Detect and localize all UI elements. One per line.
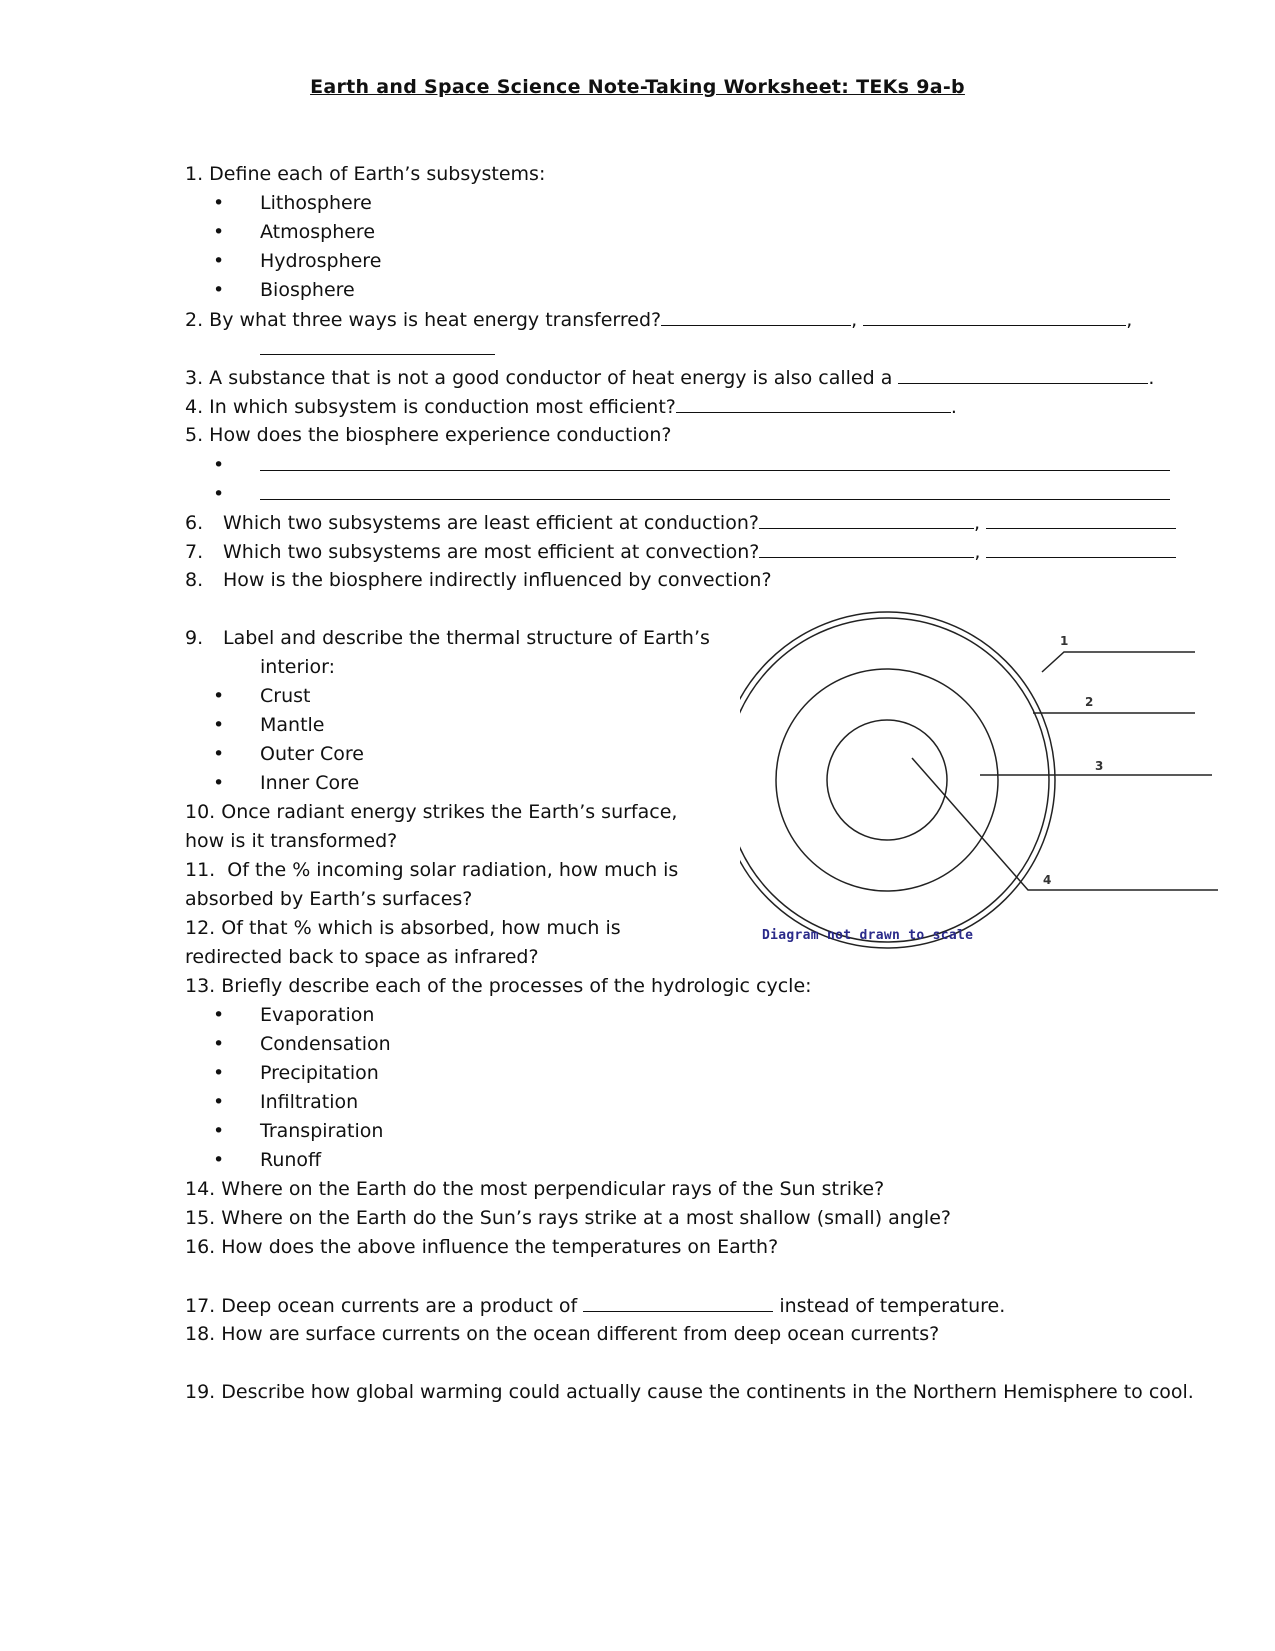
- list-item: [185, 479, 1245, 508]
- question-19: 19. Describe how global warming could actually cause the continents in the Northern Hemisphere to cool.: [185, 1381, 1194, 1403]
- question-8: 8. How is the biosphere indirectly influenced by convection?: [185, 569, 772, 591]
- answer-blank[interactable]: [759, 508, 974, 529]
- list-item: • Crust: [185, 682, 1245, 711]
- bullet-icon: •: [213, 454, 225, 476]
- diagram-label-2: 2: [1085, 695, 1094, 709]
- question-11-continued: absorbed by Earth’s surfaces?: [185, 888, 473, 910]
- leader-line-1: [1042, 652, 1195, 672]
- question-9: 9. Label and describe the thermal structure of Earth’s: [185, 627, 710, 649]
- list-item: • Outer Core: [185, 740, 1245, 769]
- bullet-icon: •: [213, 714, 225, 736]
- list-item: • Transpiration: [185, 1117, 1245, 1146]
- question-15: 15. Where on the Earth do the Sun’s rays strike at a most shallow (small) angle?: [185, 1207, 951, 1229]
- list-item: • Mantle: [185, 711, 1245, 740]
- question-4: 4. In which subsystem is conduction most efficient? .: [185, 392, 1245, 421]
- diagram-label-3: 3: [1095, 759, 1104, 773]
- list-item: • Inner Core: [185, 769, 1245, 798]
- question-14: 14. Where on the Earth do the most perpendicular rays of the Sun strike?: [185, 1178, 885, 1200]
- bullet-icon: •: [213, 192, 225, 214]
- bullet-icon: •: [213, 250, 225, 272]
- diagram-label-1: 1: [1060, 634, 1069, 648]
- question-11: 11. Of the % incoming solar radiation, how much is: [185, 859, 679, 881]
- list-item: • Precipitation: [185, 1059, 1245, 1088]
- bullet-icon: •: [213, 1091, 225, 1113]
- list-item: • Lithosphere: [185, 189, 1245, 218]
- crust-outer-circle: [740, 612, 1055, 948]
- question-10-continued: how is it transformed?: [185, 830, 398, 852]
- page-title: Earth and Space Science Note-Taking Worksheet: TEKs 9a-b: [310, 76, 965, 98]
- list-item: • Atmosphere: [185, 218, 1245, 247]
- bullet-icon: •: [213, 1033, 225, 1055]
- answer-blank[interactable]: [260, 450, 1170, 471]
- question-12: 12. Of that % which is absorbed, how much is: [185, 917, 621, 939]
- earth-interior-diagram: [740, 600, 1240, 960]
- answer-blank[interactable]: [260, 334, 495, 355]
- question-12-continued: redirected back to space as infrared?: [185, 946, 539, 968]
- list-item: • Biosphere: [185, 276, 1245, 305]
- question-1: 1. Define each of Earth’s subsystems:: [185, 163, 546, 185]
- bullet-icon: •: [213, 772, 225, 794]
- bullet-icon: •: [213, 1062, 225, 1084]
- answer-blank[interactable]: [759, 537, 974, 558]
- answer-blank[interactable]: [898, 363, 1148, 384]
- answer-blank[interactable]: [676, 392, 951, 413]
- bullet-icon: •: [213, 743, 225, 765]
- bullet-icon: •: [213, 221, 225, 243]
- diagram-caption: Diagram not drawn to scale: [762, 928, 974, 943]
- question-10: 10. Once radiant energy strikes the Earth’s surface,: [185, 801, 678, 823]
- list-item: • Evaporation: [185, 1001, 1245, 1030]
- list-item: [185, 450, 1245, 479]
- list-item: • Hydrosphere: [185, 247, 1245, 276]
- list-item: • Condensation: [185, 1030, 1245, 1059]
- leader-line-4: [912, 758, 1218, 890]
- answer-blank[interactable]: [260, 479, 1170, 500]
- bullet-icon: •: [213, 1004, 225, 1026]
- crust-inner-circle: [740, 618, 1052, 942]
- question-6: 6. Which two subsystems are least efficient at conduction? ,: [185, 508, 1245, 537]
- question-7: 7. Which two subsystems are most efficient at convection? ,: [185, 537, 1245, 566]
- question-5: 5. How does the biosphere experience conduction?: [185, 424, 672, 446]
- question-17: 17. Deep ocean currents are a product of instead of temperature.: [185, 1291, 1245, 1320]
- question-2: 2. By what three ways is heat energy transferred? , ,: [185, 305, 1245, 334]
- list-item: • Runoff: [185, 1146, 1245, 1175]
- bullet-icon: •: [213, 685, 225, 707]
- outer-core-circle: [776, 669, 998, 891]
- answer-blank[interactable]: [583, 1291, 773, 1312]
- question-13: 13. Briefly describe each of the processes of the hydrologic cycle:: [185, 975, 812, 997]
- bullet-icon: •: [213, 1149, 225, 1171]
- question-18: 18. How are surface currents on the ocean different from deep ocean currents?: [185, 1323, 940, 1345]
- answer-blank[interactable]: [986, 508, 1176, 529]
- question-2-continued: [185, 334, 1245, 363]
- list-item: • Infiltration: [185, 1088, 1245, 1117]
- bullet-icon: •: [213, 279, 225, 301]
- question-9-continued: interior:: [260, 656, 336, 678]
- question-3: 3. A substance that is not a good conductor of heat energy is also called a .: [185, 363, 1245, 392]
- bullet-icon: •: [213, 483, 225, 505]
- question-16: 16. How does the above influence the temperatures on Earth?: [185, 1236, 779, 1258]
- answer-blank[interactable]: [986, 537, 1176, 558]
- inner-core-circle: [827, 720, 947, 840]
- bullet-icon: •: [213, 1120, 225, 1142]
- diagram-label-4: 4: [1043, 873, 1052, 887]
- answer-blank[interactable]: [863, 305, 1126, 326]
- answer-blank[interactable]: [661, 305, 851, 326]
